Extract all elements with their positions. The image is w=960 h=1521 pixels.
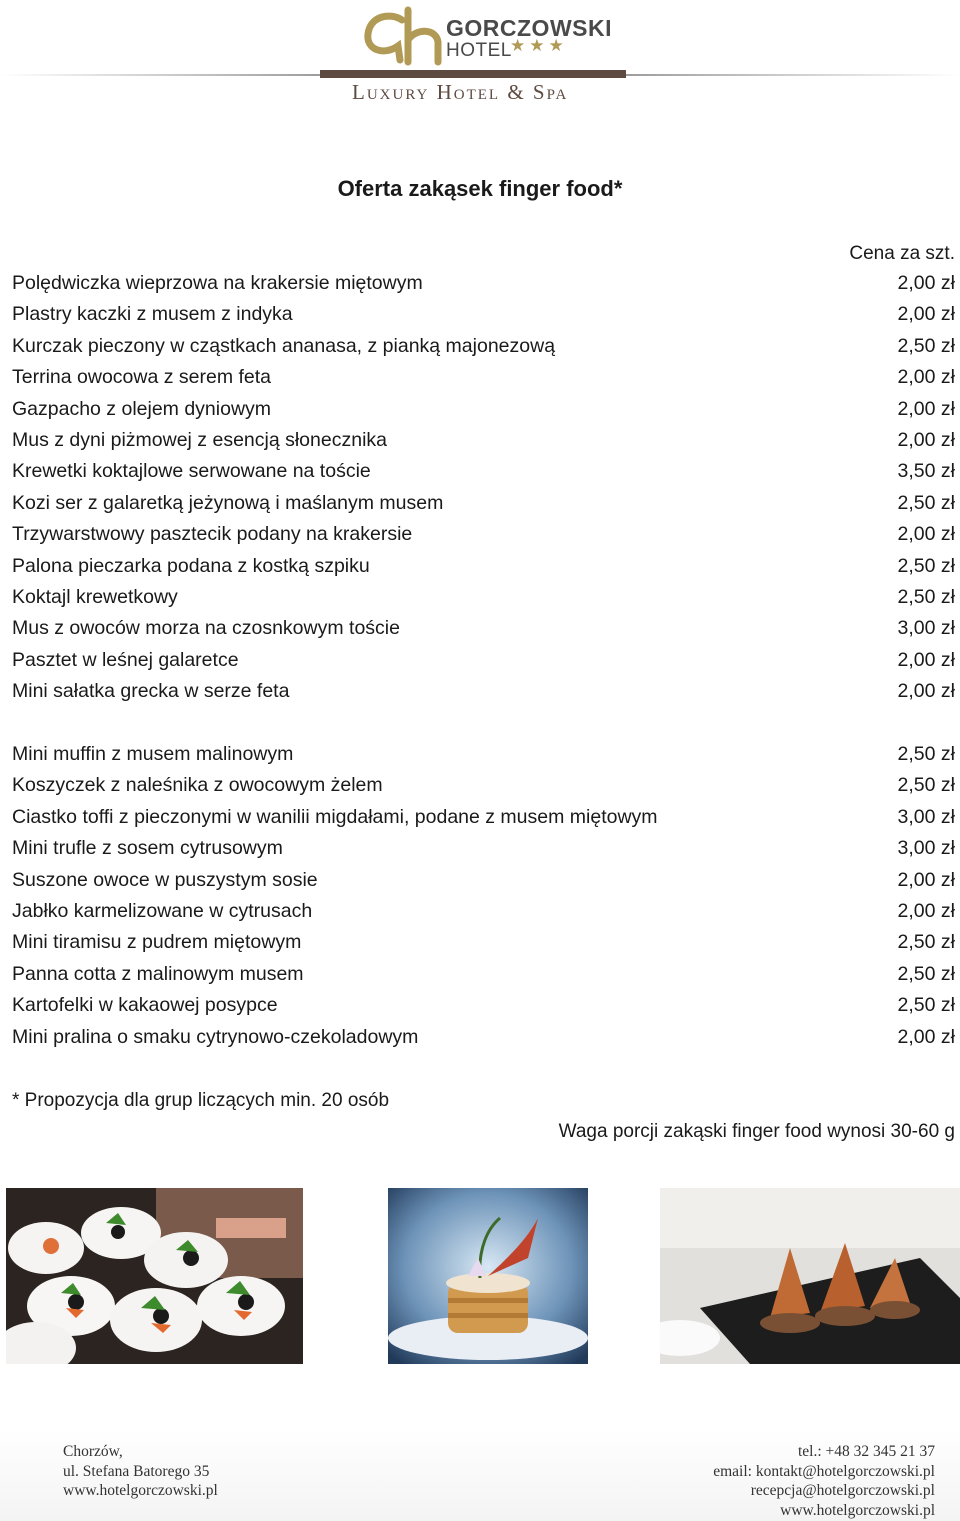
menu-item-price: 3,00 zł [897, 837, 955, 860]
menu-item-price: 2,50 zł [897, 586, 955, 608]
menu-item-name: Mini tiramisu z pudrem miętowym [12, 931, 302, 954]
menu-item-name: Mus z dyni piżmowej z esencją słonecznika [12, 429, 387, 451]
footer-email-contact[interactable]: email: kontakt@hotelgorczowski.pl [713, 1462, 935, 1480]
menu-item [12, 774, 955, 805]
menu-item-name: Trzywarstwowy pasztecik podany na krakersie [12, 523, 413, 546]
menu-item-name: Suszone owoce w puszystym sosie [12, 868, 318, 891]
menu-item-name: Pasztet w leśnej galaretce [12, 648, 239, 671]
menu-item [12, 460, 955, 491]
menu-item-name: Terrina owocowa z serem feta [12, 366, 272, 389]
photo-vol-au-vent [388, 1188, 588, 1364]
menu-item-name: Panna cotta z malinowym musem [12, 962, 304, 985]
menu-item [12, 869, 955, 900]
menu-item-price: 3,00 zł [897, 617, 955, 640]
menu-item-price: 2,50 zł [897, 491, 955, 514]
photo-tartlets-on-slate [660, 1188, 960, 1364]
menu-item-price: 2,50 zł [897, 554, 955, 577]
menu-item-name: Krewetki koktajlowe serwowane na toście [12, 460, 371, 483]
menu-item-price: 2,00 zł [897, 523, 955, 546]
brand-hotel-label: HOTEL [446, 40, 512, 61]
menu-item [12, 366, 955, 397]
menu-item [12, 837, 955, 868]
menu-item [12, 335, 955, 366]
menu-item-name: Mini muffin z musem malinowym [12, 743, 294, 765]
menu-item-price: 2,00 zł [897, 303, 955, 326]
menu-item-name: Mini trufle z sosem cytrusowym [12, 837, 283, 860]
gh-monogram-icon [360, 6, 450, 66]
group-size-note: * Propozycja dla grup liczących min. 20 osób [12, 1090, 390, 1111]
footer-contact [713, 1442, 935, 1520]
menu-item-price: 2,00 zł [897, 1025, 955, 1048]
hotel-logo [0, 0, 960, 115]
menu-item [12, 900, 955, 931]
footer-city: Chorzów, [63, 1443, 123, 1460]
menu-item-price: 2,00 zł [897, 397, 955, 420]
menu-item [12, 555, 955, 586]
menu-item [12, 994, 955, 1025]
menu-item-name: Gazpacho z olejem dyniowym [12, 397, 272, 420]
header-divider-right [626, 74, 960, 76]
menu-item-price: 2,00 zł [897, 366, 955, 389]
footer-street: ul. Stefana Batorego 35 [63, 1462, 210, 1480]
menu-item [12, 429, 955, 460]
menu-item-name: Kozi ser z galaretką jeżynową i maślanym musem [12, 491, 444, 514]
rating-stars: ★★★ [510, 36, 568, 55]
menu-item-price: 2,00 zł [897, 900, 955, 922]
menu-item [12, 303, 955, 334]
menu-item [12, 586, 955, 617]
footer-phone: tel.: +48 32 345 21 37 [797, 1443, 935, 1460]
price-column-header: Cena za szt. [849, 243, 955, 264]
footer-address [63, 1442, 218, 1501]
menu-item [12, 1026, 955, 1057]
menu-item-price: 2,50 zł [897, 774, 955, 797]
menu-item-price: 2,00 zł [897, 648, 955, 671]
menu-item-name: Polędwiczka wieprzowa na krakersie miętowym [12, 272, 423, 294]
menu-item-price: 3,50 zł [897, 460, 955, 483]
brand-name: GORCZOWSKI [446, 15, 612, 41]
menu-item [12, 492, 955, 523]
menu-item [12, 806, 955, 837]
menu-item-name: Ciastko toffi z pieczonymi w wanilii migdałami, podane z musem miętowym [12, 805, 658, 828]
menu-item-price: 2,00 zł [897, 272, 955, 294]
menu-item-price: 2,50 zł [897, 994, 955, 1017]
header-divider-left [0, 74, 320, 76]
menu-item-price: 2,50 zł [897, 931, 955, 954]
menu-item-name: Koktajl krewetkowy [12, 586, 178, 608]
menu-item [12, 963, 955, 994]
menu-item [12, 743, 955, 774]
footer-website-right[interactable]: www.hotelgorczowski.pl [780, 1501, 935, 1519]
menu-item-price: 2,50 zł [897, 743, 955, 765]
menu-item-price: 3,00 zł [897, 805, 955, 828]
menu-item-name: Koszyczek z naleśnika z owocowym żelem [12, 774, 383, 797]
menu-item [12, 931, 955, 962]
page-title: Oferta zakąsek finger food* [337, 176, 623, 201]
menu-item [12, 649, 955, 680]
portion-weight-note: Waga porcji zakąski finger food wynosi 30-60 g [558, 1121, 955, 1142]
menu-item-name: Mus z owoców morza na czosnkowym toście [12, 617, 400, 640]
menu-item-name: Mini pralina o smaku cytrynowo-czekoladowym [12, 1025, 419, 1048]
menu-item-price: 2,00 zł [897, 868, 955, 891]
menu-item-price: 2,50 zł [897, 334, 955, 357]
menu-item-name: Kartofelki w kakaowej posypce [12, 994, 278, 1017]
menu-item-price: 2,00 zł [897, 680, 955, 703]
menu-item-name: Jabłko karmelizowane w cytrusach [12, 900, 313, 922]
header-divider-bar [320, 70, 626, 78]
menu-item [12, 617, 955, 648]
menu-item-name: Palona pieczarka podana z kostką szpiku [12, 554, 370, 577]
menu-item-name: Kurczak pieczony w cząstkach ananasa, z pianką majonezową [12, 334, 556, 357]
menu-item-price: 2,00 zł [897, 429, 955, 451]
menu-item-price: 2,50 zł [897, 962, 955, 985]
footer-email-reception[interactable]: recepcja@hotelgorczowski.pl [750, 1482, 935, 1499]
menu-item-name: Plastry kaczki z musem z indyka [12, 303, 293, 326]
photo-appetizer-spoons [6, 1188, 303, 1364]
menu-item [12, 680, 955, 711]
footer-website[interactable]: www.hotelgorczowski.pl [63, 1482, 218, 1499]
menu-item [12, 272, 955, 303]
menu-item [12, 523, 955, 554]
tagline: Luxury Hotel & Spa [352, 80, 569, 104]
menu-item [12, 398, 955, 429]
menu-item-name: Mini sałatka grecka w serze feta [12, 680, 290, 703]
